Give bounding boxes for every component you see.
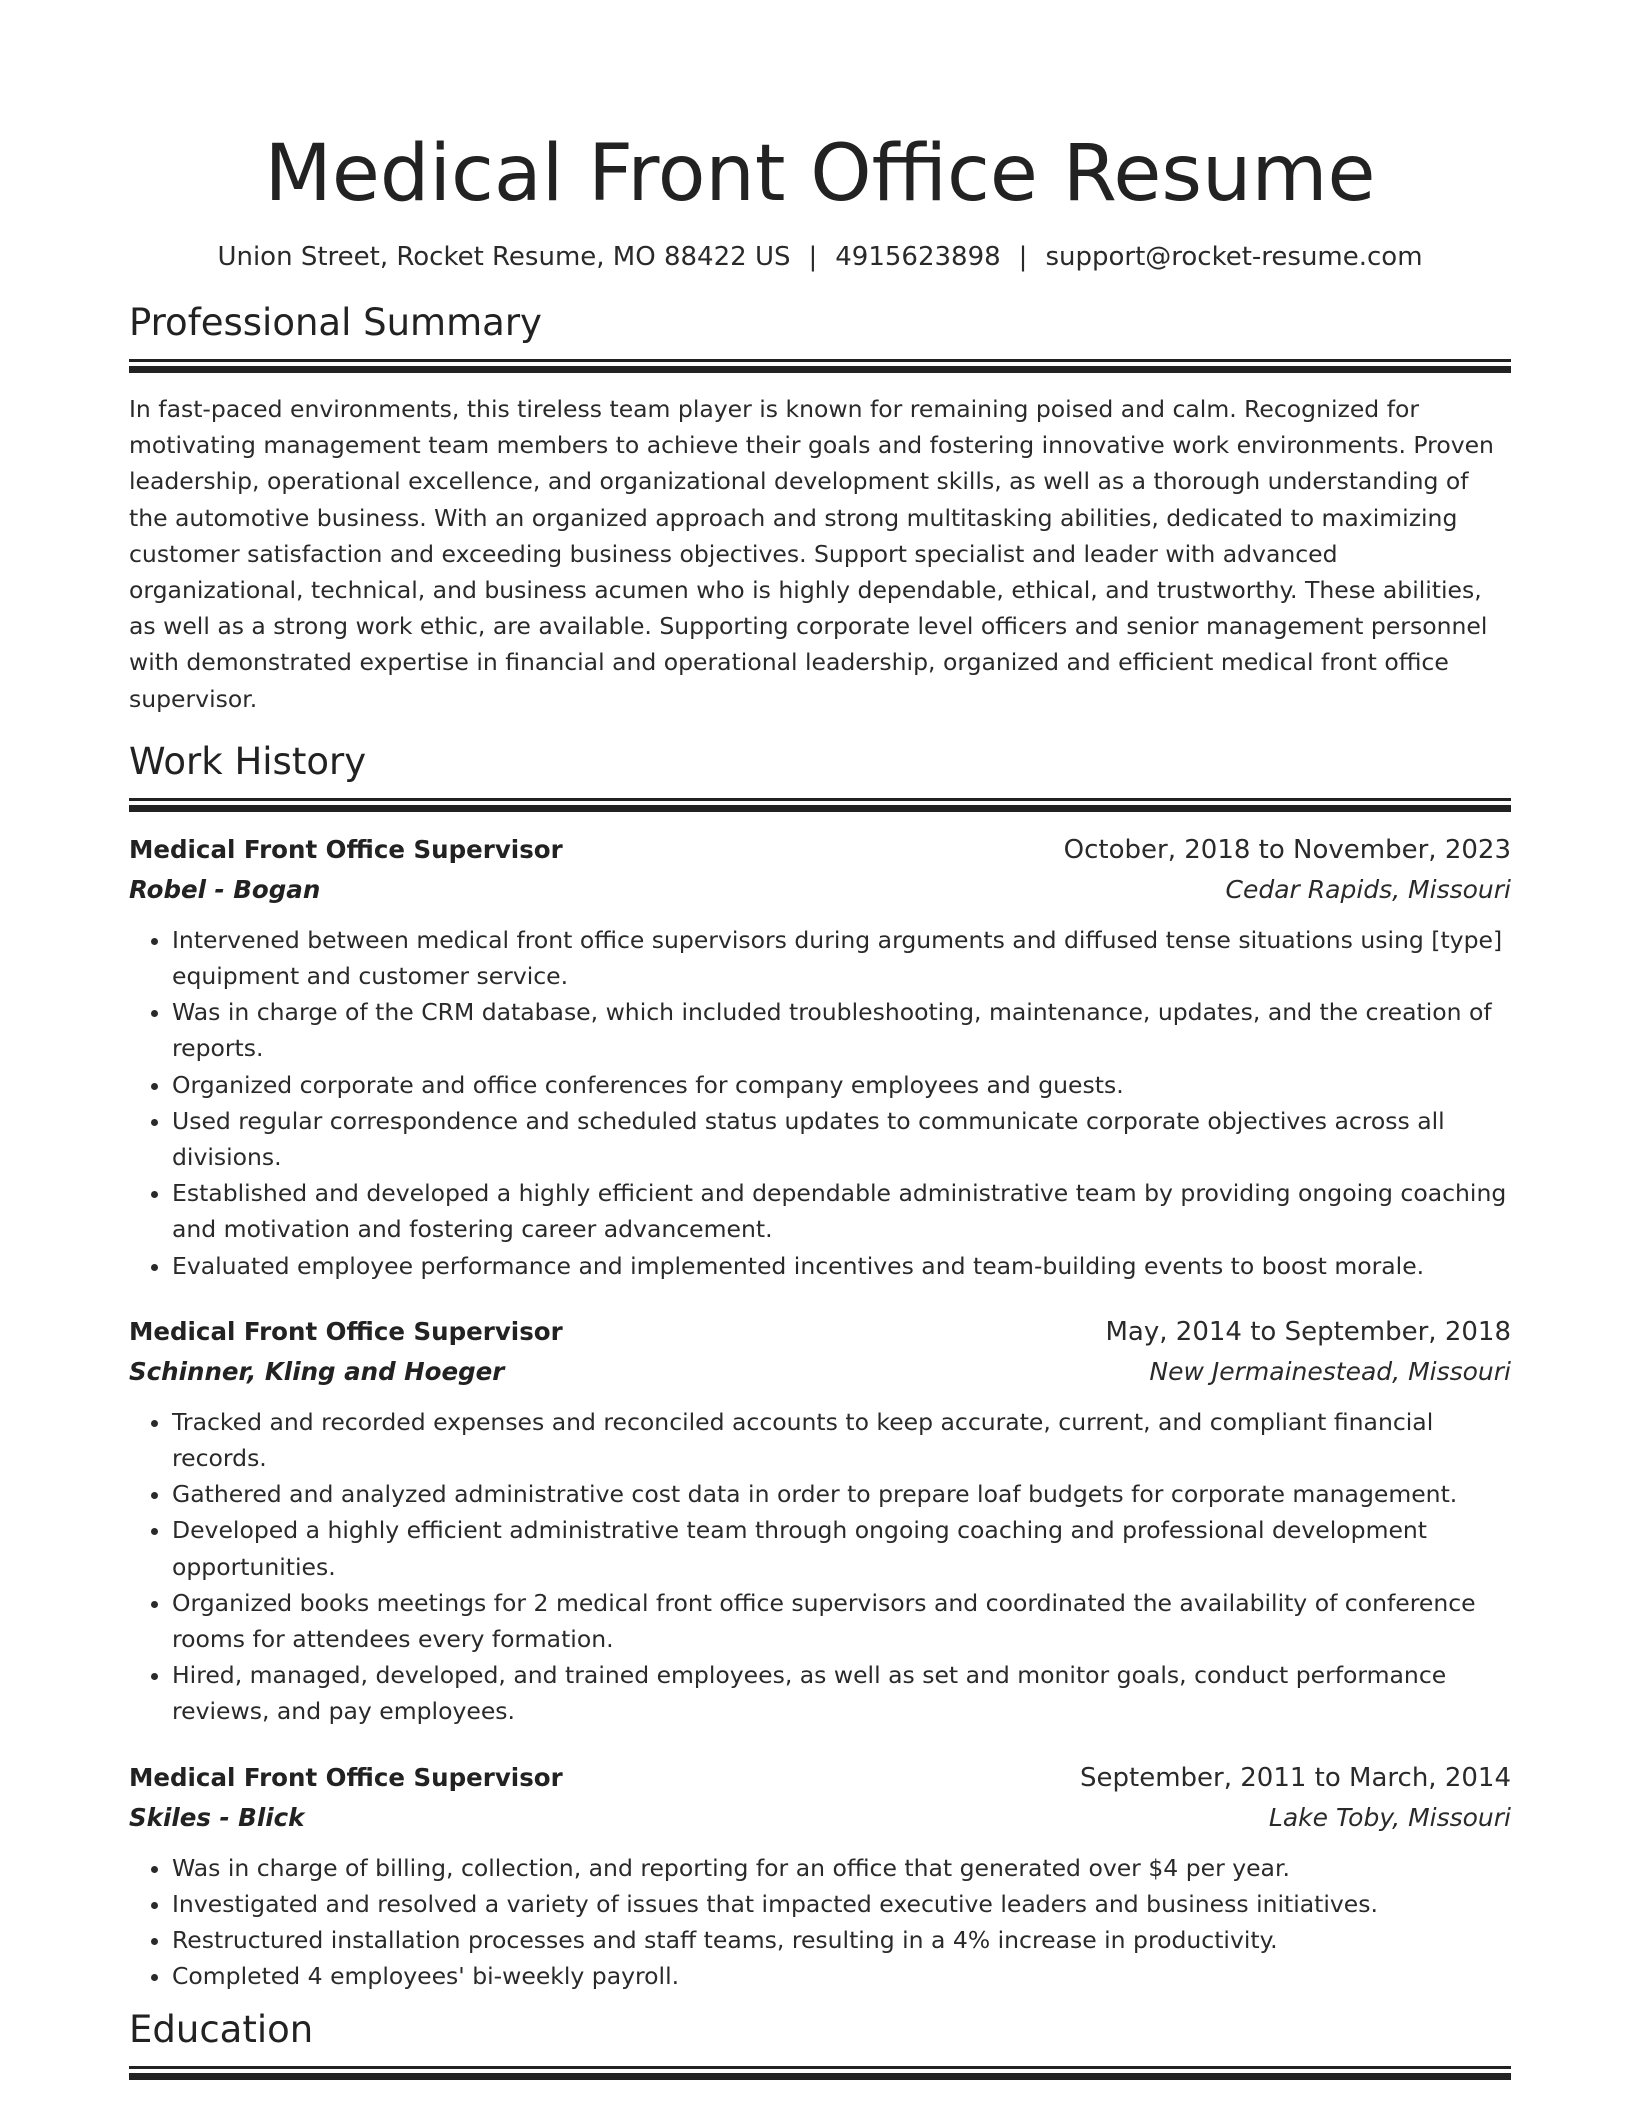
education-section [129, 2007, 1511, 2080]
contact-address: Union Street, Rocket Resume, MO 88422 US [217, 242, 791, 272]
job-bullets [129, 1850, 1511, 1995]
job-company-row [129, 870, 1511, 910]
list-item: • Restructured installation processes and staff teams, resulting in a 4% increase in productivity. [172, 1922, 1511, 1958]
job-dates: October, 2018 to November, 2023 [1063, 834, 1511, 865]
list-item: • Hired, managed, developed, and trained employees, as well as set and monitor goals, conduct performance reviews, and pay employees. [172, 1657, 1511, 1729]
job-company: Skiles - Blick [129, 1802, 305, 1832]
section-divider [129, 2066, 1511, 2080]
job-location: Cedar Rapids, Missouri [1225, 874, 1511, 904]
contact-line [129, 240, 1511, 274]
job-dates: September, 2011 to March, 2014 [1080, 1762, 1511, 1793]
job-title-row [129, 1758, 1511, 1798]
section-heading: Work History [129, 739, 367, 783]
job-location: New Jermainestead, Missouri [1149, 1356, 1511, 1386]
list-item: • Intervened between medical front office supervisors during arguments and diffused tense situations using [type] equipment and customer service. [172, 922, 1511, 994]
job-company: Robel - Bogan [129, 874, 321, 904]
work-history-section [129, 739, 1511, 1995]
list-item: • Was in charge of the CRM database, which included troubleshooting, maintenance, updates, and the creation of reports. [172, 994, 1511, 1066]
job-company: Schinner, Kling and Hoeger [129, 1356, 505, 1386]
list-item: • Tracked and recorded expenses and reconciled accounts to keep accurate, current, and compliant financial records. [172, 1404, 1511, 1476]
job-title: Medical Front Office Supervisor [129, 834, 563, 864]
list-item: • Developed a highly efficient administrative team through ongoing coaching and professional development opportunities. [172, 1512, 1511, 1584]
job-company-row [129, 1798, 1511, 1838]
job-entry [129, 1758, 1511, 1995]
section-divider [129, 798, 1511, 812]
job-bullets [129, 922, 1511, 1284]
list-item: • Established and developed a highly efficient and dependable administrative team by providing ongoing coaching and motivation and fostering career advancement. [172, 1175, 1511, 1247]
professional-summary-section [129, 300, 1511, 717]
list-item: • Gathered and analyzed administrative cost data in order to prepare loaf budgets for corporate management. [172, 1476, 1511, 1512]
job-list [129, 830, 1511, 1995]
list-item: • Investigated and resolved a variety of issues that impacted executive leaders and business initiatives. [172, 1886, 1511, 1922]
section-heading: Professional Summary [129, 301, 542, 344]
job-title-row [129, 830, 1511, 870]
contact-separator: | [1018, 242, 1028, 272]
contact-email: support@rocket-resume.com [1045, 242, 1423, 272]
job-location: Lake Toby, Missouri [1268, 1802, 1511, 1832]
list-item: • Organized books meetings for 2 medical front office supervisors and coordinated the availability of conference rooms for attendees every formation. [172, 1585, 1511, 1657]
list-item: • Was in charge of billing, collection, and reporting for an office that generated over $4 per year. [172, 1850, 1511, 1886]
list-item: • Completed 4 employees' bi-weekly payroll. [172, 1958, 1511, 1994]
job-company-row [129, 1352, 1511, 1392]
section-divider [129, 359, 1511, 373]
job-title: Medical Front Office Supervisor [129, 1316, 563, 1346]
job-title: Medical Front Office Supervisor [129, 1762, 563, 1792]
summary-text: In fast-paced environments, this tireless team player is known for remaining poised and calm. Recognized for motivating management team members to achieve their goals and fostering innovative work environments. Proven leadership, operational excellence, and organizational development skills, as well as a thorough understanding of the automotive business. With an organized approach and strong multitasking abilities, dedicated to maximizing customer satisfaction and exceeding business objectives. Support specialist and leader with advanced organizational, technical, and business acumen who is highly dependable, ethical, and trustworthy. These abilities, as well as a strong work ethic, are available. Supporting corporate level officers and senior management personnel with demonstrated expertise in financial and operational leadership, organized and efficient medical front office supervisor. [129, 395, 1494, 713]
resume-title: Medical Front Office Resume [264, 129, 1376, 219]
list-item: • Organized corporate and office conferences for company employees and guests. [172, 1067, 1511, 1103]
job-bullets [129, 1404, 1511, 1730]
job-dates: May, 2014 to September, 2018 [1105, 1316, 1511, 1347]
job-entry [129, 1312, 1511, 1730]
contact-separator: | [808, 242, 818, 272]
job-title-row [129, 1312, 1511, 1352]
contact-phone: 4915623898 [835, 242, 1001, 272]
list-item: • Used regular correspondence and scheduled status updates to communicate corporate objectives across all divisions. [172, 1103, 1511, 1175]
job-entry [129, 830, 1511, 1284]
resume-page [129, 0, 1511, 2080]
list-item: • Evaluated employee performance and implemented incentives and team-building events to boost morale. [172, 1248, 1511, 1284]
section-heading: Education [129, 2007, 314, 2051]
